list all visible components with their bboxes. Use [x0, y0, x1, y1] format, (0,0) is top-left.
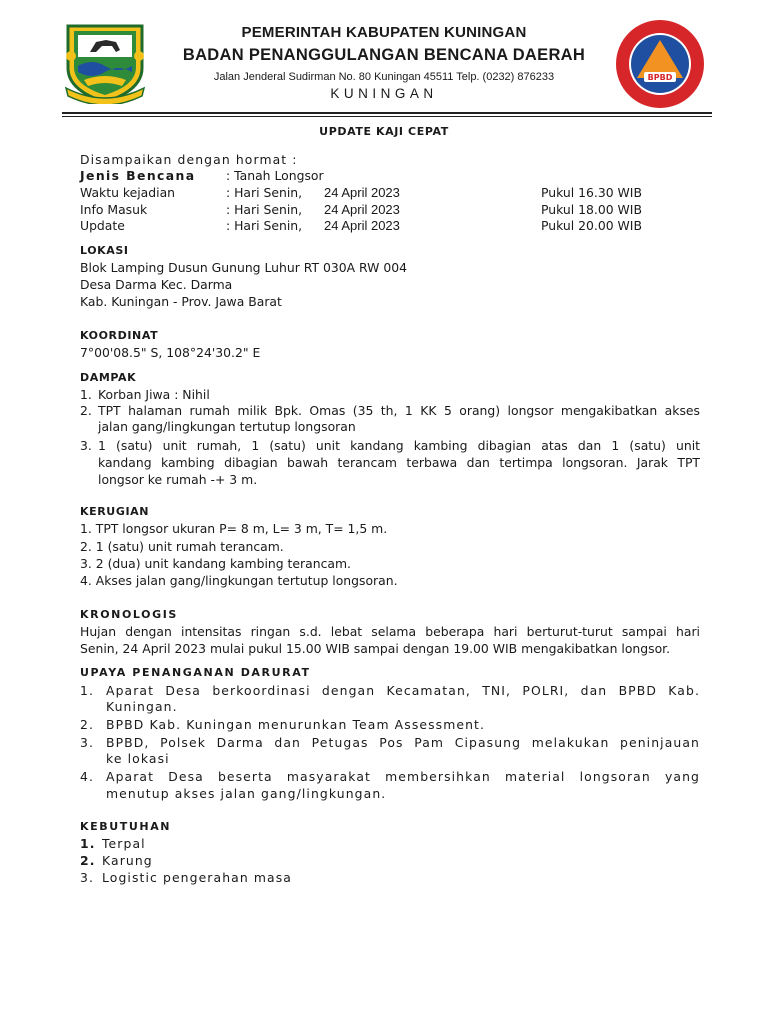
header-address: Jalan Jenderal Sudirman No. 80 Kuningan 45511 Telp. (0232) 876233 — [213, 71, 555, 83]
dampak-item-number: 2. — [80, 403, 92, 418]
svg-text:BPBD: BPBD — [647, 73, 673, 82]
upaya-item-text: BPBD, Polsek Darma dan Petugas Pos Pam Cipasung melakukan peninjauan — [106, 735, 700, 750]
koordinat-value: 7°00'08.5" S, 108°24'30.2" E — [80, 345, 261, 360]
kebutuhan-item-number: 2. — [80, 853, 96, 868]
header-city: KUNINGAN — [330, 86, 438, 101]
dampak-heading: DAMPAK — [80, 371, 137, 384]
waktu-kejadian-label: Waktu kejadian — [80, 185, 176, 200]
jenis-bencana-value: : Tanah Longsor — [226, 168, 324, 183]
dampak-item-text: kandang kambing dibagian bawah terancam terbawa dan tertimpa longsoran. Jarak TPT — [98, 455, 700, 470]
upaya-item-text: Aparat Desa berkoordinasi dengan Kecamatan, TNI, POLRI, dan BPBD Kab. — [106, 683, 700, 698]
upaya-item-text: BPBD Kab. Kuningan menurunkan Team Assessment. — [106, 717, 486, 732]
upaya-item-text: ke lokasi — [106, 751, 170, 766]
kronologis-line: Senin, 24 April 2023 mulai pukul 15.00 WIB sampai dengan 19.00 WIB mengakibatkan longsor. — [80, 641, 671, 656]
update-date: 24 April 2023 — [324, 218, 400, 233]
dampak-item-number: 3. — [80, 438, 92, 453]
upaya-item-number: 4. — [80, 769, 95, 784]
kronologis-line: Hujan dengan intensitas ringan s.d. lebat selama beberapa hari berturut-turut sampai hari — [80, 624, 700, 639]
update-day: : Hari Senin, — [226, 218, 303, 233]
upaya-item-number: 1. — [80, 683, 95, 698]
upaya-item-number: 3. — [80, 735, 95, 750]
header-government-name: PEMERINTAH KABUPATEN KUNINGAN — [241, 24, 527, 41]
info-masuk-label: Info Masuk — [80, 202, 148, 217]
upaya-item-text: menutup akses jalan gang/lingkungan. — [106, 786, 387, 801]
kronologis-heading: KRONOLOGIS — [80, 608, 178, 621]
update-label: Update — [80, 218, 125, 233]
kebutuhan-item-label: Terpal — [102, 836, 146, 851]
dampak-item-number: 1. — [80, 387, 92, 402]
kerugian-heading: KERUGIAN — [80, 505, 150, 518]
header-agency-name: BADAN PENANGGULANGAN BENCANA DAERAH — [182, 46, 586, 64]
kebutuhan-item-label: Karung — [102, 853, 153, 868]
header-divider-thin — [62, 116, 712, 117]
kebutuhan-item-number: 1. — [80, 836, 96, 851]
kerugian-item: 2. 1 (satu) unit rumah terancam. — [80, 539, 284, 554]
greeting: Disampaikan dengan hormat : — [80, 152, 298, 167]
dampak-item-text: 1 (satu) unit rumah, 1 (satu) unit kandang kambing dibagian atas dan 1 (satu) unit — [98, 438, 700, 453]
dampak-item-text: jalan gang/lingkungan tertutup longsoran — [98, 419, 356, 434]
upaya-heading: UPAYA PENANGANAN DARURAT — [80, 666, 311, 679]
jenis-bencana-label: Jenis Bencana — [80, 168, 196, 183]
upaya-item-number: 2. — [80, 717, 95, 732]
kerugian-item: 1. TPT longsor ukuran P= 8 m, L= 3 m, T= 1,5 m. — [80, 521, 388, 536]
dampak-item-text: TPT halaman rumah milik Bpk. Omas (35 th, 1 KK 5 orang) longsor mengakibatkan akses — [98, 403, 700, 418]
kerugian-item: 4. Akses jalan gang/lingkungan tertutup longsoran. — [80, 573, 398, 588]
waktu-kejadian-date: 24 April 2023 — [324, 185, 400, 200]
kebutuhan-item-label: Logistic pengerahan masa — [102, 870, 292, 885]
kebutuhan-item-number: 3. — [80, 870, 95, 885]
update-time: Pukul 20.00 WIB — [541, 218, 642, 233]
lokasi-line: Desa Darma Kec. Darma — [80, 277, 233, 292]
kebutuhan-heading: KEBUTUHAN — [80, 820, 172, 833]
koordinat-heading: KOORDINAT — [80, 329, 159, 342]
dampak-item-text: longsor ke rumah -+ 3 m. — [98, 472, 258, 487]
lokasi-heading: LOKASI — [80, 244, 129, 257]
kerugian-item: 3. 2 (dua) unit kandang kambing terancam. — [80, 556, 351, 571]
info-masuk-date: 24 April 2023 — [324, 202, 400, 217]
info-masuk-day: : Hari Senin, — [226, 202, 303, 217]
waktu-kejadian-time: Pukul 16.30 WIB — [541, 185, 642, 200]
lokasi-line: Blok Lamping Dusun Gunung Luhur RT 030A RW 004 — [80, 260, 407, 275]
lokasi-line: Kab. Kuningan - Prov. Jawa Barat — [80, 294, 282, 309]
upaya-item-text: Kuningan. — [106, 699, 178, 714]
dampak-item-text: Korban Jiwa : Nihil — [98, 387, 210, 402]
info-masuk-time: Pukul 18.00 WIB — [541, 202, 642, 217]
upaya-item-text: Aparat Desa beserta masyarakat membersihkan material longsoran yang — [106, 769, 700, 784]
header-divider-thick — [62, 112, 712, 114]
document-title: UPDATE KAJI CEPAT — [319, 125, 449, 138]
waktu-kejadian-day: : Hari Senin, — [226, 185, 303, 200]
